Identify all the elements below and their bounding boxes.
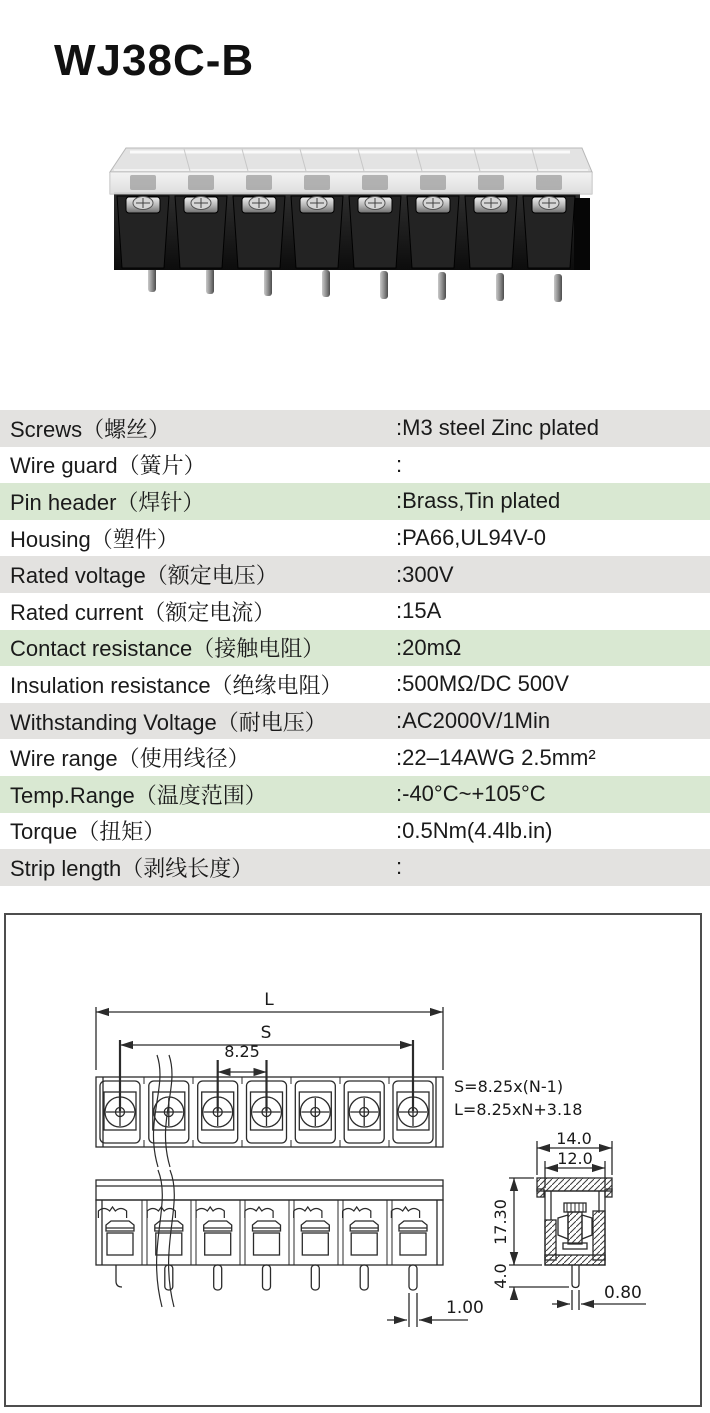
spec-value: :Brass,Tin plated (396, 488, 561, 514)
spec-label: Rated current（额定电流） (10, 599, 276, 625)
spec-label: Housing（塑件） (10, 526, 179, 552)
dimension-drawing-graphic (6, 915, 700, 1405)
dim-label-pin-length: 4.0 (491, 1263, 510, 1289)
spec-value: :22–14AWG 2.5mm² (396, 744, 596, 770)
dim-label-height: 17.30 (491, 1199, 510, 1245)
dim-label-S: S (260, 1023, 272, 1043)
spec-value: :500MΩ/DC 500V (396, 671, 569, 697)
spec-label: Contact resistance（接触电阻） (10, 636, 325, 662)
spec-value: :AC2000V/1Min (396, 708, 551, 734)
dim-label-pin-width-side: 0.80 (604, 1283, 642, 1303)
spec-label: Strip length（剥线长度） (10, 855, 254, 881)
table-row (0, 593, 710, 630)
spec-label: Wire range（使用线径） (10, 746, 250, 772)
table-row (0, 776, 710, 813)
dim-label-L: L (264, 990, 274, 1010)
dimension-drawing (4, 913, 702, 1407)
table-row (0, 666, 710, 703)
spec-label: Pin header（焊针） (10, 489, 205, 515)
product-photo (100, 140, 600, 305)
table-row (0, 739, 710, 776)
spec-label: Wire guard（簧片） (10, 453, 206, 479)
photo-clear-cover (110, 148, 592, 194)
page-title: WJ38C-B (54, 36, 255, 85)
table-row (0, 813, 710, 850)
table-row (0, 520, 710, 557)
spec-value: : (396, 854, 403, 880)
table-row (0, 703, 710, 740)
spec-table (0, 410, 710, 886)
photo-body-side (574, 198, 590, 270)
spec-value: :PA66,UL94V-0 (396, 525, 547, 551)
dim-label-pin-width-front: 1.00 (446, 1298, 484, 1318)
formula-l: L=8.25xN+3.18 (454, 1100, 583, 1119)
spec-label: Torque（扭矩） (10, 819, 166, 845)
spec-value: : (396, 451, 403, 477)
table-row (0, 410, 710, 447)
spec-value: :20mΩ (396, 634, 462, 660)
spec-value: :15A (396, 598, 442, 624)
table-row (0, 849, 710, 886)
spec-label: Screws（螺丝） (10, 416, 171, 442)
table-row (0, 447, 710, 484)
table-row (0, 630, 710, 667)
dim-label-pitch: 8.25 (224, 1042, 260, 1061)
table-row (0, 556, 710, 593)
terminal-block-photo-graphic (100, 140, 600, 305)
spec-value: :0.5Nm(4.4lb.in) (396, 817, 553, 843)
dim-label-width-outer: 14.0 (556, 1129, 592, 1148)
front-view-clamps (98, 1207, 427, 1255)
spec-label: Temp.Range（温度范围） (10, 782, 267, 808)
dim-label-width-inner: 12.0 (557, 1149, 593, 1168)
table-row (0, 483, 710, 520)
spec-value: :M3 steel Zinc plated (396, 415, 599, 441)
spec-value: :-40°C~+105°C (396, 781, 546, 807)
formula-s: S=8.25x(N-1) (454, 1077, 564, 1096)
photo-pins (148, 266, 562, 302)
spec-value: :300V (396, 561, 454, 587)
spec-label: Insulation resistance（绝缘电阻） (10, 672, 343, 698)
spec-label: Withstanding Voltage（耐电压） (10, 709, 327, 735)
spec-label: Rated voltage（额定电压） (10, 563, 278, 589)
front-view (96, 1170, 468, 1327)
front-view-pins (116, 1265, 417, 1290)
